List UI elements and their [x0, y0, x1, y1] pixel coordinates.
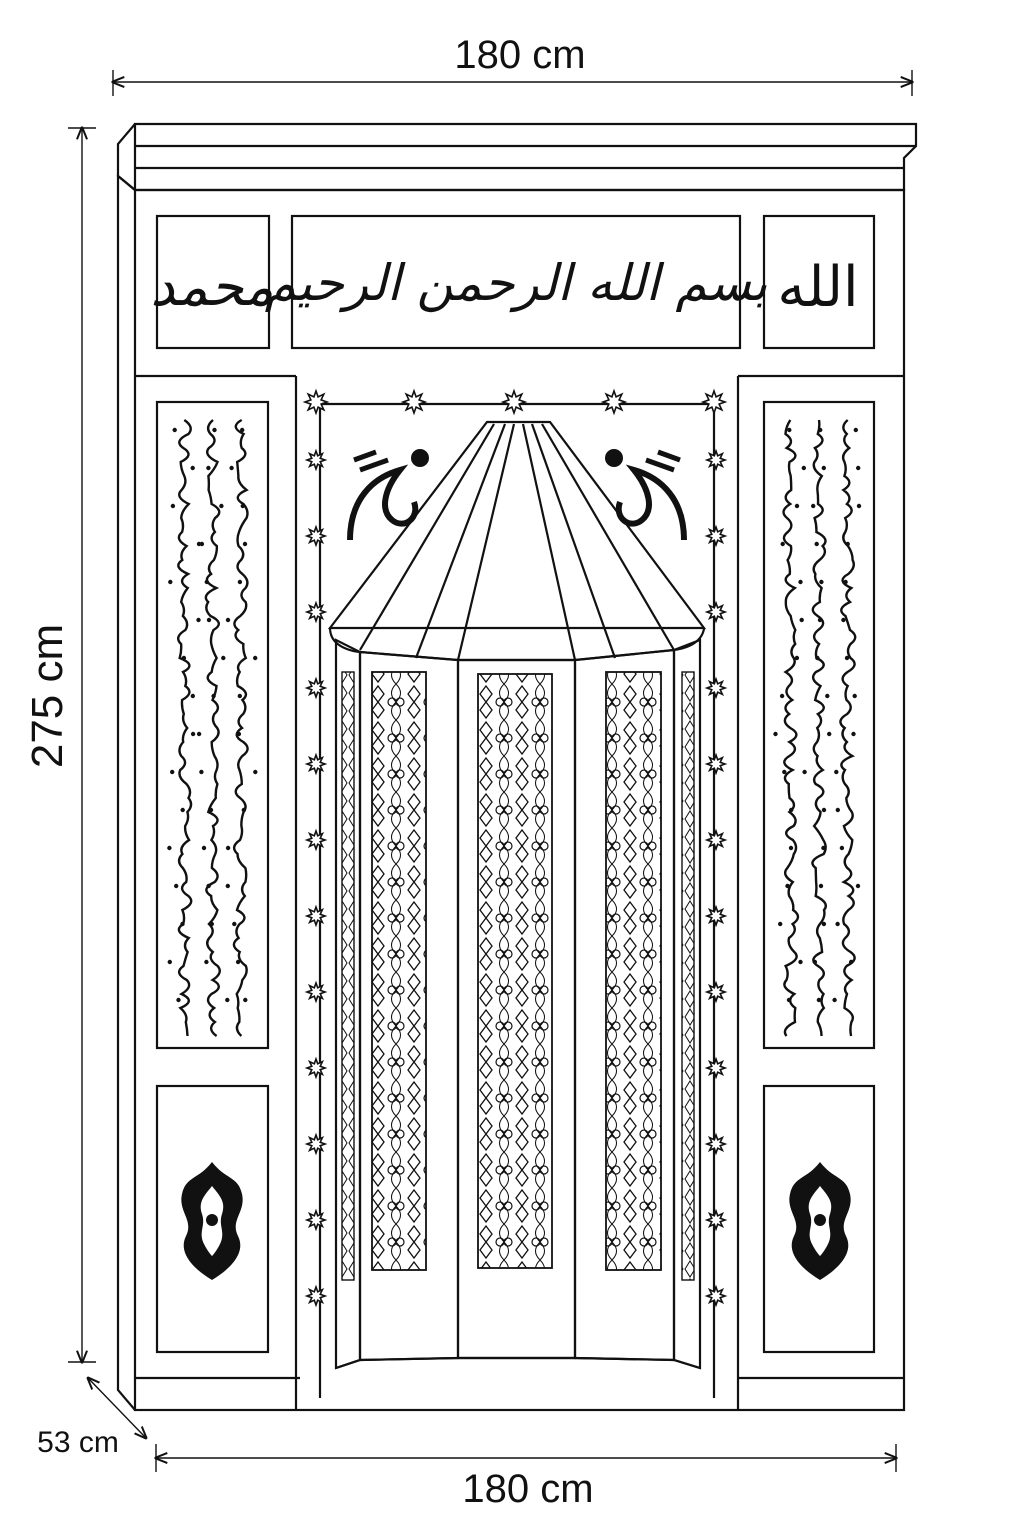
calligraphy-dot [182, 656, 186, 660]
calligraphy-dot [822, 466, 826, 470]
calligraphy-dot [817, 998, 821, 1002]
calligraphy-dot [180, 922, 184, 926]
cornice [118, 124, 916, 190]
calligraphy-dot [243, 998, 247, 1002]
calligraphy-stroke [812, 420, 825, 1036]
calligraphy-dot [819, 580, 823, 584]
depth-label: 53 cm [37, 1426, 119, 1459]
right-edge-lattice [682, 672, 694, 1280]
calligraphy-dot [211, 694, 215, 698]
star-motif [707, 527, 725, 545]
calligraphy-dot [238, 580, 242, 584]
calligraphy-dot [773, 732, 777, 736]
calligraphy-dot [818, 618, 822, 622]
allah-calligraphy: الله [777, 255, 859, 320]
calligraphy-dot [827, 732, 831, 736]
calligraphy-dot [782, 770, 786, 774]
star-motif [307, 983, 325, 1001]
calligraphy-dot [232, 922, 236, 926]
calligraphy-dot [173, 428, 177, 432]
calligraphy-dot [853, 694, 857, 698]
calligraphy-dot [822, 808, 826, 812]
left-edge-lattice [342, 672, 354, 1280]
calligraphy-dot [815, 542, 819, 546]
calligraphy-dot [818, 428, 822, 432]
right-verse-calligraphy [773, 420, 861, 1036]
star-motif [707, 603, 725, 621]
calligraphy-dot [841, 618, 845, 622]
star-motif [707, 755, 725, 773]
calligraphy-dot [815, 656, 819, 660]
calligraphy-dot [778, 922, 782, 926]
calligraphy-dot [798, 960, 802, 964]
star-motif [305, 391, 327, 413]
niche-hood [330, 422, 704, 660]
calligraphy-dot [197, 732, 201, 736]
height-dimension [68, 128, 96, 1362]
calligraphy-dot [241, 504, 245, 508]
right-arabesque-ornament [789, 1162, 850, 1280]
star-motif [707, 679, 725, 697]
calligraphy-dot [780, 694, 784, 698]
calligraphy-dot [191, 694, 195, 698]
top-width-label: 180 cm [454, 33, 586, 77]
star-motif [307, 1135, 325, 1153]
star-motif [707, 1287, 725, 1305]
star-motif [403, 391, 425, 413]
calligraphy-dot [181, 808, 185, 812]
calligraphy-dot [846, 542, 850, 546]
calligraphy-dot [171, 504, 175, 508]
calligraphy-dot [800, 618, 804, 622]
calligraphy-dot [191, 466, 195, 470]
calligraphy-dot [209, 808, 213, 812]
calligraphy-dot [229, 466, 233, 470]
star-motif [503, 391, 525, 413]
calligraphy-dot [822, 922, 826, 926]
calligraphy-dot [174, 884, 178, 888]
star-motif [707, 1211, 725, 1229]
star-motif [307, 1059, 325, 1077]
calligraphy-dot [226, 618, 230, 622]
star-motif [307, 1287, 325, 1305]
star-motif [307, 451, 325, 469]
left-verse-calligraphy [167, 420, 257, 1036]
right-spandrel-ornament [605, 449, 684, 540]
star-motif [707, 1135, 725, 1153]
calligraphy-dot [851, 732, 855, 736]
calligraphy-dot [834, 770, 838, 774]
calligraphy-dot [798, 580, 802, 584]
star-motif [307, 907, 325, 925]
calligraphy-dot [845, 656, 849, 660]
muhammad-calligraphy: محمد [150, 255, 274, 318]
star-motif [307, 527, 325, 545]
calligraphy-dot [785, 884, 789, 888]
calligraphy-dot [205, 580, 209, 584]
star-motif [307, 603, 325, 621]
calligraphy-dot [856, 466, 860, 470]
calligraphy-dot [253, 770, 257, 774]
calligraphy-dot [789, 846, 793, 850]
calligraphy-dot [821, 846, 825, 850]
calligraphy-dot [856, 884, 860, 888]
calligraphy-dot [212, 428, 216, 432]
calligraphy-dot [206, 466, 210, 470]
star-motif [307, 755, 325, 773]
calligraphy-dot [811, 504, 815, 508]
calligraphy-dot [857, 504, 861, 508]
height-label: 275 cm [23, 623, 72, 769]
calligraphy-stroke [784, 420, 798, 1036]
calligraphy-dot [237, 732, 241, 736]
calligraphy-dot [781, 542, 785, 546]
star-motif [707, 907, 725, 925]
center-lattice-panel [478, 674, 552, 1268]
calligraphy-dot [221, 656, 225, 660]
calligraphy-dot [787, 998, 791, 1002]
calligraphy-dot [191, 732, 195, 736]
bottom-width-label: 180 cm [462, 1467, 594, 1511]
calligraphy-dot [170, 770, 174, 774]
calligraphy-stroke [178, 420, 191, 1036]
calligraphy-dot [802, 466, 806, 470]
star-motif [707, 831, 725, 849]
left-spandrel-ornament [350, 449, 429, 540]
calligraphy-dot [236, 960, 240, 964]
calligraphy-stroke [206, 420, 220, 1036]
star-motif [703, 391, 725, 413]
calligraphy-dot [840, 846, 844, 850]
calligraphy-dot [843, 580, 847, 584]
bismillah-calligraphy: بسم الله الرحمن الرحيم [264, 254, 768, 312]
calligraphy-dot [795, 504, 799, 508]
calligraphy-dot [795, 656, 799, 660]
calligraphy-dot [242, 808, 246, 812]
calligraphy-dot [226, 846, 230, 850]
calligraphy-dot [204, 960, 208, 964]
star-motif [307, 831, 325, 849]
calligraphy-dot [200, 542, 204, 546]
star-motif [307, 1211, 325, 1229]
star-motif [707, 983, 725, 1001]
calligraphy-dot [168, 580, 172, 584]
star-motif [603, 391, 625, 413]
calligraphy-stroke [840, 420, 855, 1036]
calligraphy-dot [168, 960, 172, 964]
calligraphy-dot [243, 542, 247, 546]
star-motif [707, 1059, 725, 1077]
calligraphy-dot [849, 960, 853, 964]
calligraphy-dot [206, 884, 210, 888]
calligraphy-dot [819, 884, 823, 888]
star-motif [707, 451, 725, 469]
left-arabesque-ornament [181, 1162, 242, 1280]
calligraphy-dot [787, 428, 791, 432]
star-motif [307, 679, 325, 697]
calligraphy-dot [176, 998, 180, 1002]
calligraphy-dot [202, 846, 206, 850]
calligraphy-dot [196, 618, 200, 622]
calligraphy-dot [789, 808, 793, 812]
calligraphy-dot [199, 770, 203, 774]
calligraphy-dot [210, 922, 214, 926]
calligraphy-dot [832, 998, 836, 1002]
calligraphy-dot [835, 922, 839, 926]
right-lattice-panel [606, 672, 661, 1270]
calligraphy-dot [226, 884, 230, 888]
calligraphy-dot [802, 770, 806, 774]
calligraphy-stroke [234, 420, 248, 1036]
calligraphy-dot [240, 428, 244, 432]
calligraphy-dot [825, 694, 829, 698]
calligraphy-dot [854, 428, 858, 432]
calligraphy-dot [225, 998, 229, 1002]
calligraphy-dot [813, 960, 817, 964]
calligraphy-dot [207, 618, 211, 622]
calligraphy-dot [836, 808, 840, 812]
calligraphy-dot [238, 694, 242, 698]
calligraphy-dot [253, 656, 257, 660]
calligraphy-dot [219, 504, 223, 508]
calligraphy-dot [167, 846, 171, 850]
left-lattice-panel [372, 672, 426, 1270]
